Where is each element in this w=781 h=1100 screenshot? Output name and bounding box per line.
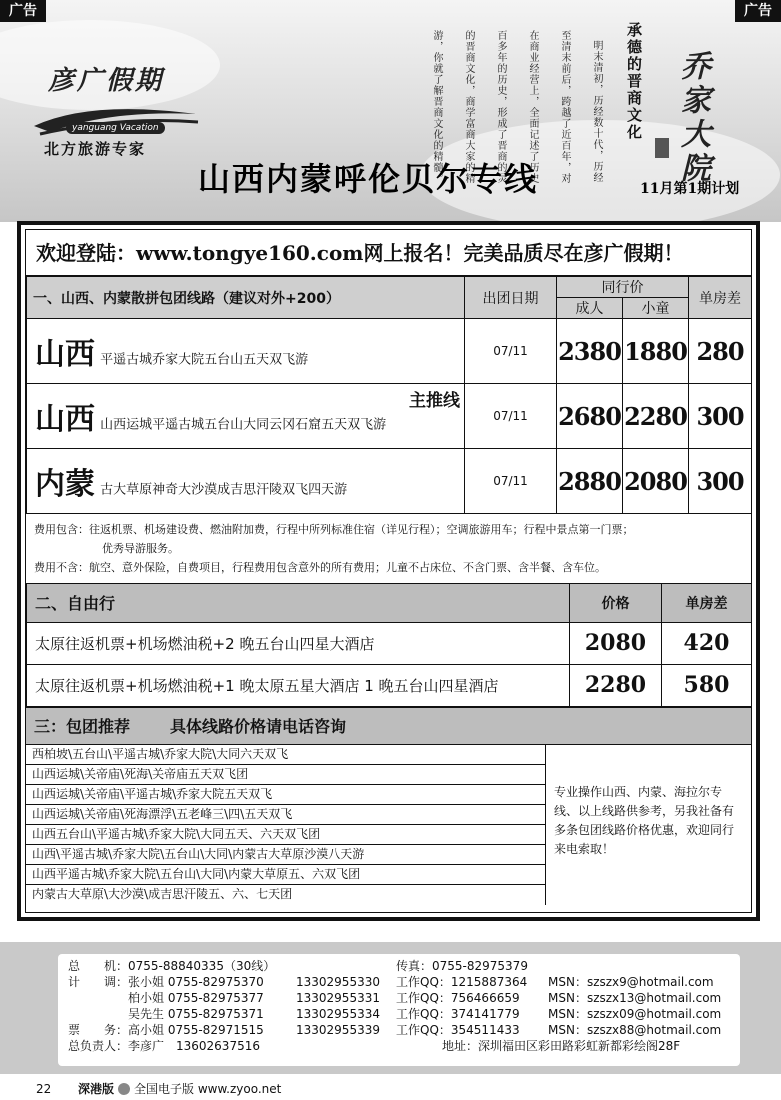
single-room-price: 300 bbox=[689, 449, 752, 514]
contact-row bbox=[68, 1038, 730, 1054]
adult-price: 2880 bbox=[557, 449, 623, 514]
contact-row bbox=[68, 974, 730, 990]
single-room-price: 580 bbox=[662, 664, 752, 706]
manager-contact: 总负责人：李彦广 13602637516 bbox=[68, 1039, 260, 1053]
contact-band bbox=[0, 942, 781, 1074]
route-region: 山西 bbox=[35, 337, 95, 372]
contact-msn: MSN：szszx88@hotmail.com bbox=[548, 1023, 722, 1037]
list-item: 山西五台山\平遥古城\乔家大院\大同五天、六天双飞团 bbox=[26, 825, 545, 845]
section2-header bbox=[27, 584, 752, 622]
contact-mobile: 13302955330 bbox=[296, 975, 380, 989]
issue-label: 11月第1期计划 bbox=[640, 181, 740, 197]
brush-calligraphy: 乔家大院 bbox=[675, 50, 710, 186]
contact-name: 高小姐 0755-82971515 bbox=[128, 1023, 264, 1037]
list-item: 西柏坡\五台山\平遥古城\乔家大院\大同六天双飞 bbox=[26, 745, 545, 765]
contact-row bbox=[68, 1022, 730, 1038]
contact-row bbox=[68, 958, 730, 974]
vertical-text: 在商业经营上，全面记述了历史 bbox=[527, 30, 538, 184]
vertical-text: 至清末前后，跨越了近百年，对 bbox=[559, 30, 570, 184]
single-room-header: 单房差 bbox=[662, 584, 752, 622]
package-price: 2280 bbox=[570, 664, 662, 706]
single-room-price: 300 bbox=[689, 384, 752, 449]
brand-logo bbox=[30, 52, 200, 162]
contact-name: 柏小姐 0755-82975377 bbox=[128, 991, 264, 1005]
section1-title: 一、山西、内蒙散拼包团线路（建议对外+200） bbox=[27, 277, 465, 319]
ad-label-left: 广告 bbox=[0, 0, 46, 22]
vertical-text: 百多年的历史，形成了晋商的灵 bbox=[495, 30, 506, 184]
featured-badge: 主推线 bbox=[409, 391, 460, 411]
table-row bbox=[27, 449, 752, 514]
charter-description: 专业操作山西、内蒙、海拉尔专线、以上线路供参考，另我社备有多条包团线路价格优惠，欢迎同行来电索取！ bbox=[554, 784, 735, 856]
contact-msn: MSN：szszx13@hotmail.com bbox=[548, 991, 722, 1005]
date-header: 出团日期 bbox=[465, 277, 557, 319]
single-room-price: 420 bbox=[662, 622, 752, 664]
fee-includes: 费用包含：往返机票、机场建设费、燃油附加费，行程中所列标准住宿（详见行程）；空调旅游用车；行程中景点第一门票； bbox=[34, 523, 634, 536]
contact-label: 票 务： bbox=[68, 1023, 129, 1037]
ad-label-right: 广告 bbox=[735, 0, 781, 22]
route-name: 平遥古城乔家大院五台山五天双飞游 bbox=[100, 352, 309, 368]
section2-title: 二、自由行 bbox=[27, 584, 570, 622]
contact-qq: 传真：0755-82975379 bbox=[396, 959, 528, 973]
table-row bbox=[27, 664, 752, 706]
contact-qq: 工作QQ：374141779 bbox=[396, 1007, 520, 1021]
route-region: 山西 bbox=[35, 402, 95, 437]
contact-msn: MSN：szszx9@hotmail.com bbox=[548, 975, 714, 989]
contact-mobile: 13302955334 bbox=[296, 1007, 380, 1021]
child-header: 小童 bbox=[623, 298, 689, 319]
logo-name: 彦广假期 bbox=[48, 66, 165, 96]
charter-route-list bbox=[26, 745, 546, 905]
contact-name: 吴先生 0755-82975371 bbox=[128, 1007, 264, 1021]
contact-qq: 工作QQ：756466659 bbox=[396, 991, 520, 1005]
contact-row bbox=[68, 990, 730, 1006]
vertical-text: 明末清初，历经数十代，历经 bbox=[591, 40, 602, 183]
fee-excludes: 费用不含：航空、意外保险，自费项目，行程费用包含意外的所有费用；儿童不占床位、不含门票、含半餐、含车位。 bbox=[34, 561, 606, 574]
contact-row bbox=[68, 1006, 730, 1022]
fee-notes bbox=[26, 514, 751, 584]
child-price: 2080 bbox=[623, 449, 689, 514]
list-item: 内蒙古大草原\大沙漠\成吉思汗陵五、六、七天团 bbox=[32, 886, 293, 901]
section3-header bbox=[26, 707, 751, 745]
table-row bbox=[27, 384, 752, 449]
fee-includes-cont: 优秀导游服务。 bbox=[102, 542, 179, 555]
route-cell bbox=[27, 384, 465, 449]
list-item: 山西平遥古城\乔家大院\五台山\大同\内蒙大草原五、六双飞团 bbox=[26, 865, 545, 885]
route-name: 山西运城平遥古城五台山大同云冈石窟五天双飞游 bbox=[100, 417, 387, 433]
vertical-text: 的晋商文化，商学富商大家的精 bbox=[463, 30, 474, 184]
section3-title: 三：包团推荐 bbox=[34, 716, 131, 736]
page-number: 22 bbox=[36, 1082, 52, 1096]
vertical-title: 承德的晋商文化 bbox=[625, 22, 643, 141]
contact-name: 张小姐 0755-82975370 bbox=[128, 975, 264, 989]
route-date: 07/11 bbox=[465, 319, 557, 384]
child-price: 2280 bbox=[623, 384, 689, 449]
contact-mobile: 13302955339 bbox=[296, 1023, 380, 1037]
single-room-header: 单房差 bbox=[689, 277, 752, 319]
route-cell bbox=[27, 319, 465, 384]
list-item: 山西运城\关帝庙\死海漂浮\五老峰三\四\五天双飞 bbox=[26, 805, 545, 825]
address: 地址：深圳福田区彩田路彩虹新都彩绘阁28F bbox=[442, 1039, 681, 1053]
logo-english: yanguang Vacation bbox=[66, 122, 165, 134]
adult-price: 2680 bbox=[557, 384, 623, 449]
child-price: 1880 bbox=[623, 319, 689, 384]
adult-price: 2380 bbox=[557, 319, 623, 384]
edition-label: 深港版 bbox=[78, 1082, 115, 1096]
route-cell bbox=[27, 449, 465, 514]
list-item: 山西运城\关帝庙\平遥古城\乔家大院五天双飞 bbox=[26, 785, 545, 805]
header-banner bbox=[0, 0, 781, 222]
contact-qq: 工作QQ：1215887364 bbox=[396, 975, 528, 989]
seal-stamp bbox=[655, 138, 669, 158]
single-room-price: 280 bbox=[689, 319, 752, 384]
contact-card bbox=[58, 954, 740, 1066]
contact-label: 计 调： bbox=[68, 975, 129, 989]
table-row bbox=[27, 319, 752, 384]
free-travel-table bbox=[26, 584, 752, 707]
package-name: 太原往返机票+机场燃油税+2 晚五台山四星大酒店 bbox=[27, 622, 570, 664]
route-region: 内蒙 bbox=[35, 467, 95, 502]
vertical-text: 游，你就了解晋商文化的精髓。 bbox=[431, 30, 442, 184]
route-date: 07/11 bbox=[465, 384, 557, 449]
list-item: 山西\平遥古城\乔家大院\五台山\大同\内蒙古大草原沙漠八天游 bbox=[26, 845, 545, 865]
adult-header: 成人 bbox=[557, 298, 623, 319]
price-header: 价格 bbox=[570, 584, 662, 622]
charter-section bbox=[26, 745, 751, 905]
website-link[interactable]: 全国电子版 www.zyoo.net bbox=[134, 1082, 282, 1096]
package-name: 太原往返机票+机场燃油税+1 晚太原五星大酒店 1 晚五台山四星酒店 bbox=[27, 664, 570, 706]
section3-subtitle: 具体线路价格请电话咨询 bbox=[170, 716, 347, 736]
package-price: 2080 bbox=[570, 622, 662, 664]
logo-subtitle: 北方旅游专家 bbox=[44, 140, 147, 158]
list-item: 山西运城\关帝庙\死海\关帝庙五天双飞团 bbox=[26, 765, 545, 785]
contact-mobile: 13302955331 bbox=[296, 991, 380, 1005]
contact-qq: 工作QQ：354511433 bbox=[396, 1023, 520, 1037]
section1-header bbox=[27, 277, 752, 298]
main-panel bbox=[17, 221, 760, 921]
welcome-banner: 欢迎登陆：www.tongye160.com网上报名！完美品质尽在彦广假期！ bbox=[26, 230, 751, 276]
contact-label: 总 机： bbox=[68, 959, 129, 973]
globe-icon bbox=[118, 1083, 130, 1095]
table-row bbox=[27, 622, 752, 664]
page-footer bbox=[0, 1078, 781, 1100]
route-date: 07/11 bbox=[465, 449, 557, 514]
contact-name: 0755-88840335（30线） bbox=[128, 959, 276, 973]
contact-msn: MSN：szszx09@hotmail.com bbox=[548, 1007, 722, 1021]
price-header: 同行价 bbox=[557, 277, 689, 298]
route-name: 古大草原神奇大沙漠成吉思汗陵双飞四天游 bbox=[100, 482, 348, 498]
group-tour-table bbox=[26, 276, 752, 514]
page-title: 山西内蒙呼伦贝尔专线 bbox=[198, 160, 539, 198]
